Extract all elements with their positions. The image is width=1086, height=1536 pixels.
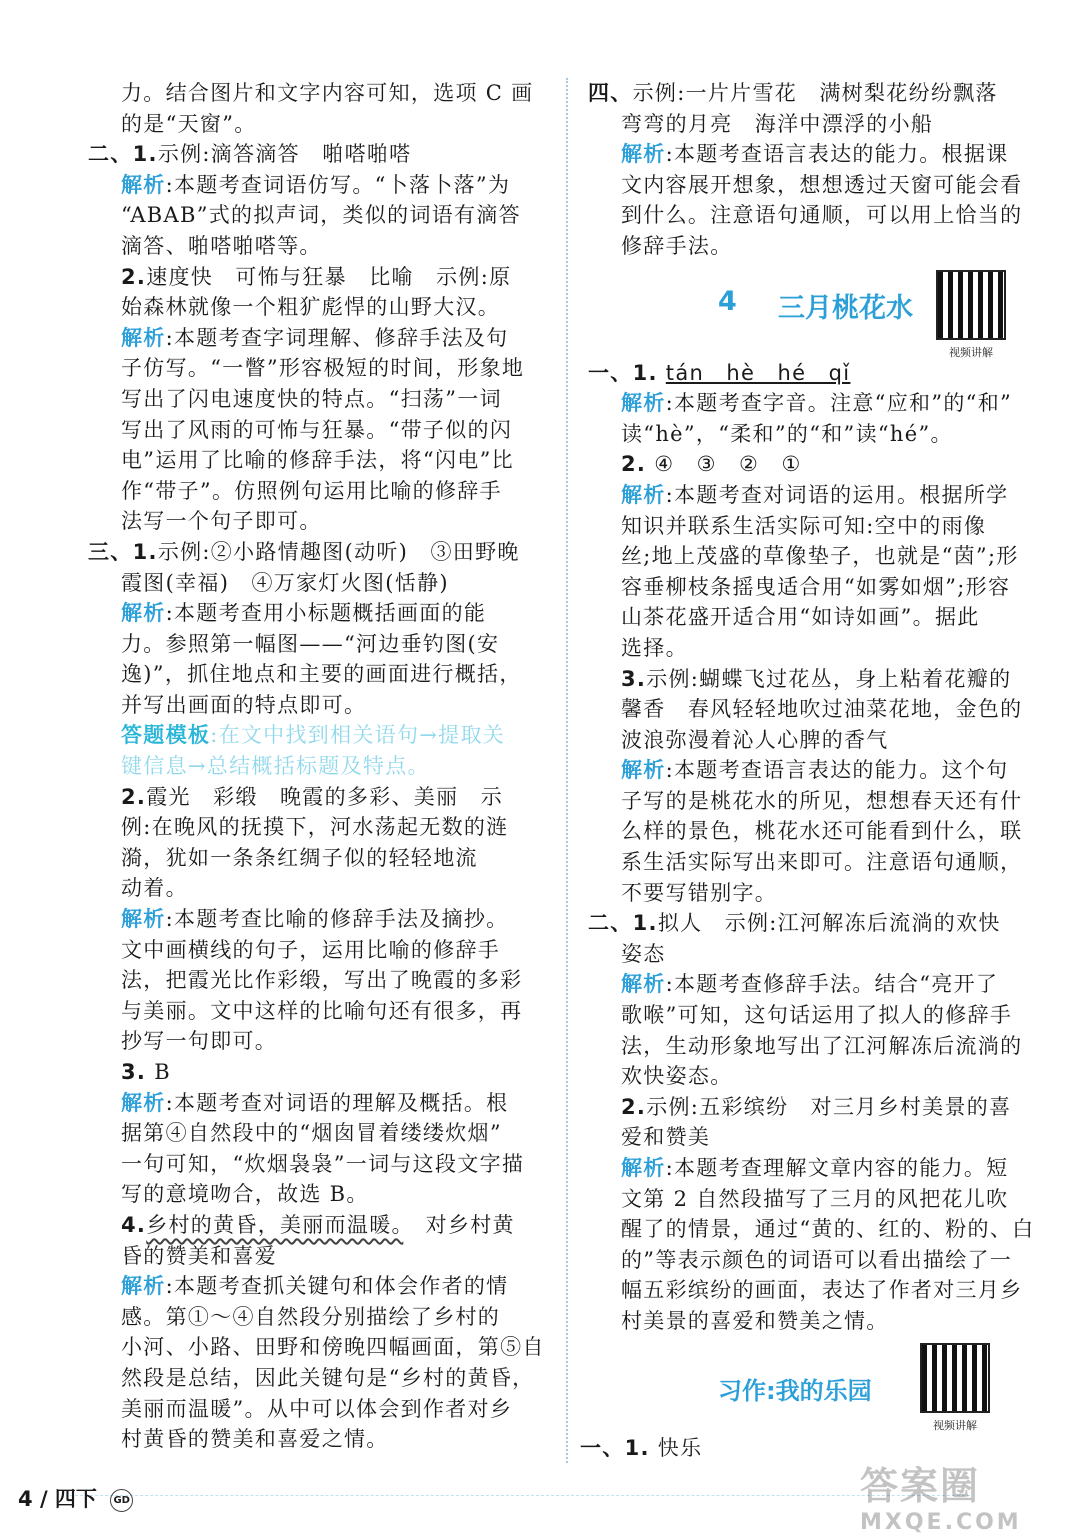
analysis-line: 村黄昏的赞美和喜爱之情。 [121,1427,389,1452]
text-line: 力。结合图片和文字内容可知，选项 C 画 [121,81,534,105]
writing-header [588,1337,1038,1433]
analysis-line: 解析:本题考查比喻的修辞手法及摘抄。 [121,907,509,932]
analysis-label: 解析 [121,1090,166,1115]
watermark-url: MXQE.COM [860,1510,1022,1535]
analysis-line: 法写一个句子即可。 [121,509,322,534]
analysis-line: 逸)”，抓住地点和主要的画面进行概括， [121,662,522,687]
left-column [88,78,550,1455]
analysis-line: 电”运用了比喻的修辞手法，将“闪电”比 [121,448,514,473]
watermark [860,1455,1080,1535]
analysis-line: 文中画横线的句子，运用比喻的修辞手 [121,937,501,962]
qr-code-icon[interactable] [936,270,1006,340]
watermark-text: 答案圈 [860,1464,981,1508]
analysis-label: 解析 [621,142,666,167]
analysis-line: 幅五彩缤纷的画面，表达了作者对三月乡 [621,1278,1023,1303]
analysis-line: 解析:本题考查理解文章内容的能力。短 [621,1156,1009,1180]
page-number: 4 [18,1487,33,1511]
lesson-number: 4 [718,285,737,317]
wavy-underlined-answer: 乡村的黄昏，美丽而温暖。 [146,1212,404,1237]
analysis-line: 作“带子”。仿照例句运用比喻的修辞手 [121,478,502,503]
analysis-line: 系生活实际写出来即可。注意语句通顺， [621,850,1023,875]
answer-line: 弯弯的月亮 海洋中漂浮的小船 [621,111,934,136]
analysis-line: 写出了风雨的可怖与狂暴。“带子似的闪 [121,417,513,442]
answer-line: 姿态 [621,941,666,966]
template-line: 键信息→总结概括标题及特点。 [121,754,430,779]
analysis-line: 一句可知，“炊烟袅袅”一词与这段文字描 [121,1151,525,1176]
answer-line: 霞图(幸福) ④万家灯火图(恬静) [121,570,449,595]
analysis-line: 并写出画面的特点即可。 [121,692,367,717]
analysis-line: 山茶花盛开适合用“如诗如画”。据此 [621,605,980,630]
footer-rule [70,1495,970,1496]
analysis-label: 解析 [121,601,166,626]
answer-line: 昏的赞美和喜爱 [121,1243,278,1268]
answer-line: 动着。 [121,876,188,901]
answer-line: 例:在晚风的抚摸下，河水荡起无数的涟 [121,815,509,840]
analysis-line: 写出了闪电速度快的特点。“扫荡”一词 [121,386,502,411]
analysis-line: 解析:本题考查对词语的运用。根据所学 [621,482,1009,507]
column-divider [566,78,568,1463]
analysis-line: 知识并联系生活实际可知:空中的雨像 [621,513,987,538]
analysis-line: 不要写错别字。 [621,880,778,905]
analysis-line: 欢快姿态。 [621,1064,733,1089]
analysis-line: 选择。 [621,635,688,660]
qr-caption: 视频讲解 [933,1418,977,1432]
section-3-q3: 3. B [121,1060,171,1084]
answer-line: 漪，犹如一条条红绸子似的轻轻地流 [121,845,478,870]
analysis-line: 力。参照第一幅图——“河边垂钓图(安 [121,631,500,656]
part-2-q1: 二、1.拟人 示例:江河解冻后流淌的欢快 [588,911,1001,936]
analysis-line: 写的意境吻合，故选 B。 [121,1182,369,1207]
analysis-label: 解析 [621,391,666,416]
analysis-line: 文第 2 自然段描写了三月的风把花儿吹 [621,1186,1009,1211]
analysis-line: 的”等表示颜色的词语可以看出描绘了一 [621,1247,1013,1272]
analysis-line: 法，把霞光比作彩缎，写出了晚霞的多彩 [121,968,523,993]
analysis-line: 丝;地上茂盛的草像垫子，也就是“茵”;形 [621,544,1019,569]
analysis-line: 修辞手法。 [621,233,733,258]
analysis-line: 与美丽。文中这样的比喻句还有很多，再 [121,998,523,1023]
section-2-q1: 二、1.示例:滴答滴答 啪嗒啪嗒 [88,142,412,167]
analysis-label: 解析 [121,172,166,197]
qr-code-icon[interactable] [920,1343,990,1413]
qr-caption: 视频讲解 [949,345,993,359]
answer-line: 始森林就像一个粗犷彪悍的山野大汉。 [121,295,501,320]
section-4: 四、示例:一片片雪花 满树梨花纷纷飘落 [588,81,998,105]
lesson-title: 三月桃花水 [778,292,913,324]
answer-line: 馨香 春风轻轻地吹过油菜花地，金色的 [621,697,1023,722]
analysis-label: 解析 [621,758,666,783]
analysis-line: 解析:本题考查修辞手法。结合“亮开了 [621,972,999,997]
analysis-label: 解析 [621,972,666,997]
analysis-line: 读“hè”，“柔和”的“和”读“hé”。 [621,421,953,446]
grade-label: 四下 [54,1487,97,1511]
analysis-line: 到什么。注意语句通顺，可以用上恰当的 [621,203,1023,228]
analysis-label: 解析 [621,482,666,507]
analysis-line: 容垂柳枝条摇曳适合用“如雾如烟”;形容 [621,574,1011,599]
part-1-q3: 3.示例:蝴蝶飞过花丛，身上粘着花瓣的 [621,666,1012,691]
template-label: 答题模板 [121,723,211,748]
part-2-q2: 2.示例:五彩缤纷 对三月乡村美景的喜 [621,1094,1012,1119]
section-3-q2: 2.霞光 彩缎 晚霞的多彩、美丽 示 [121,784,504,809]
edition-badge-icon: GD [110,1489,133,1512]
analysis-line: 解析:本题考查字音。注意“应和”的“和” [621,391,1013,416]
analysis-line: 村美景的喜爱和赞美之情。 [621,1308,889,1333]
analysis-line: 么样的景色，桃花水还可能看到什么，联 [621,819,1023,844]
part-1-q1: 一、1. tán hè hé qǐ [588,360,851,385]
analysis-line: 感。第①～④自然段分别描绘了乡村的 [121,1304,501,1329]
analysis-line: 小河、小路、田野和傍晚四幅画面，第⑤自 [121,1335,545,1360]
analysis-label: 解析 [121,325,166,350]
analysis-line: 法，生动形象地写出了江河解冻后流淌的 [621,1033,1023,1058]
analysis-line: 滴答、啪嗒啪嗒等。 [121,233,322,258]
analysis-line: 子写的是桃花水的所见，想想春天还有什 [621,788,1023,813]
analysis-line: 解析:本题考查语言表达的能力。根据课 [621,142,1009,167]
analysis-line: 然段是总结，因此关键句是“乡村的黄昏， [121,1365,535,1390]
analysis-line: 解析:本题考查字词理解、修辞手法及句 [121,325,509,350]
right-column [580,78,1038,1463]
analysis-line: 文内容展开想象，想想透过天窗可能会看 [621,172,1023,197]
analysis-line: “ABAB”式的拟声词，类似的词语有滴答 [121,203,521,228]
analysis-line: 歌喉”可知，这句话运用了拟人的修辞手 [621,1003,1013,1028]
writing-title: 习作:我的乐园 [718,1376,872,1405]
text-line: 的是“天窗”。 [121,111,257,136]
analysis-label: 解析 [121,1274,166,1299]
analysis-line: 抄写一句即可。 [121,1029,278,1054]
analysis-line: 美丽而温暖”。从中可以体会到作者对乡 [121,1396,513,1421]
template-line: 答题模板:在文中找到相关语句→提取关 [121,723,506,748]
analysis-label: 解析 [621,1156,666,1180]
part-1-q2: 2. ④ ③ ② ① [621,452,802,477]
analysis-line: 解析:本题考查词语仿写。“卜落卜落”为 [121,172,511,197]
analysis-line: 解析:本题考查抓关键句和体会作者的情 [121,1274,509,1299]
section-3-q4: 4.乡村的黄昏，美丽而温暖。 对乡村黄 [121,1212,515,1237]
section-2-q2: 2.速度快 可怖与狂暴 比喻 示例:原 [121,264,512,289]
analysis-line: 解析:本题考查对词语的理解及概括。根 [121,1090,509,1115]
separator: / [39,1487,48,1511]
analysis-label: 解析 [121,907,166,932]
analysis-line: 解析:本题考查用小标题概括画面的能 [121,601,487,626]
lesson-header [588,262,1038,358]
analysis-line: 子仿写。“一瞥”形容极短的时间，形象地 [121,356,525,381]
writing-q1: 一、1. 快乐 [580,1435,703,1460]
page-footer [18,1483,133,1513]
analysis-line: 解析:本题考查语言表达的能力。这个句 [621,758,1009,783]
section-3-q1: 三、1.示例:②小路情趣图(动听) ③田野晚 [88,539,520,564]
analysis-line: 醒了的情景，通过“黄的、红的、粉的、白 [621,1217,1035,1242]
analysis-line: 据第④自然段中的“烟囱冒着缕缕炊烟” [121,1121,502,1146]
answer-line: 爱和赞美 [621,1125,711,1150]
answer-line: 波浪弥漫着沁人心脾的香气 [621,727,889,752]
